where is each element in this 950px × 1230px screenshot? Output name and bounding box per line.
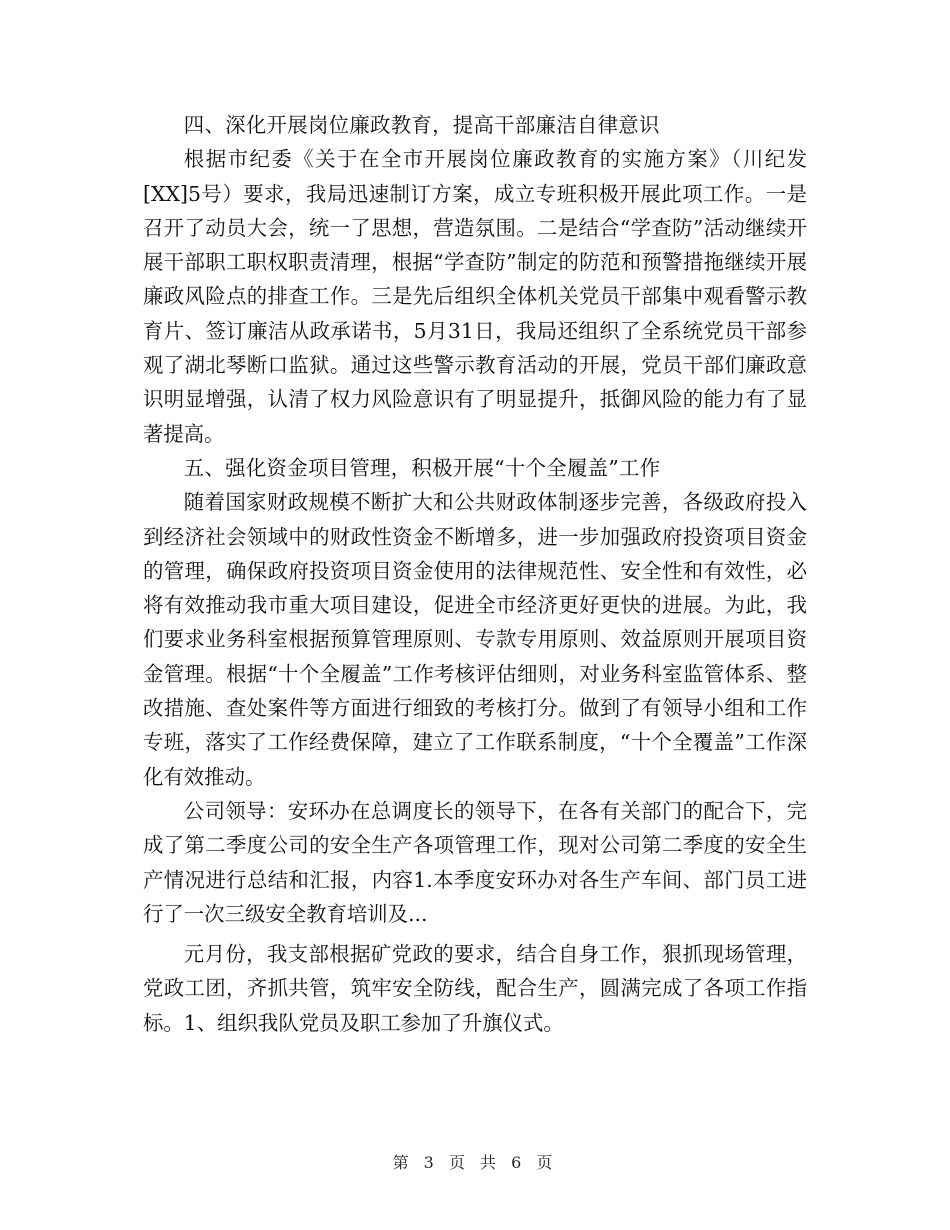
- section-body-4: 根据市纪委《关于在全市开展岗位廉政教育的实施方案》（川纪发[XX]5号）要求，我局迅速制订方案，成立专班积极开展此项工作。一是召开了动员大会，统一了思想，营造氛围。二是结合“学查防”活动继续开展干部职工职权职责清理，根据“学查防”制定的防范和预警措拖继续开展廉政风险点的排查工作。三是先后组织全体机关党员干部集中观看警示教育片、签订廉洁从政承诺书，5月31日，我局还组织了全系统党员干部参观了湖北琴断口监狱。通过这些警示教育活动的开展，党员干部们廉政意识明显增强，认清了权力风险意识有了明显提升，抵御风险的能力有了显著提高。: [143, 147, 807, 446]
- section-heading-4: 四、深化开展岗位廉政教育，提高干部廉洁自律意识: [183, 113, 660, 137]
- section-heading-5: 五、强化资金项目管理，积极开展“十个全履盖”工作: [183, 455, 661, 480]
- paragraph-safety-report: 公司领导：安环办在总调度长的领导下，在各有关部门的配合下，完成了第二季度公司的安全生产各项管理工作，现对公司第二季度的安全生产情况进行总结和汇报，内容1.本季度安环办对各生产车间、部门员工进行了一次三级安全教育培训及...: [143, 798, 807, 926]
- document-page: [143, 108, 807, 1040]
- section-body-5: 随着国家财政规模不断扩大和公共财政体制逐步完善，各级政府投入到经济社会领域中的财政性资金不断增多，进一步加强政府投资项目资金的管理，确保政府投资项目资金使用的法律规范性、安全性和有效性，必将有效推动我市重大项目建设，促进全市经济更好更快的进展。为此，我们要求业务科室根据预算管理原则、专款专用原则、效益原则开展项目资金管理。根据“十个全履盖”工作考核评估细则，对业务科室监管体系、整改措施、查处案件等方面进行细致的考核打分。做到了有领导小组和工作专班，落实了工作经费保障，建立了工作联系制度，“十个全覆盖”工作深化有效推动。: [143, 490, 807, 789]
- paragraph-january-work: 元月份，我支部根据矿党政的要求，结合自身工作，狠抓现场管理，党政工团，齐抓共管，筑牢安全防线，配合生产，圆满完成了各项工作指标。1、组织我队党员及职工参加了升旗仪式。: [143, 942, 807, 1035]
- page-number-footer: 第 3 页 共 6 页: [392, 1153, 558, 1172]
